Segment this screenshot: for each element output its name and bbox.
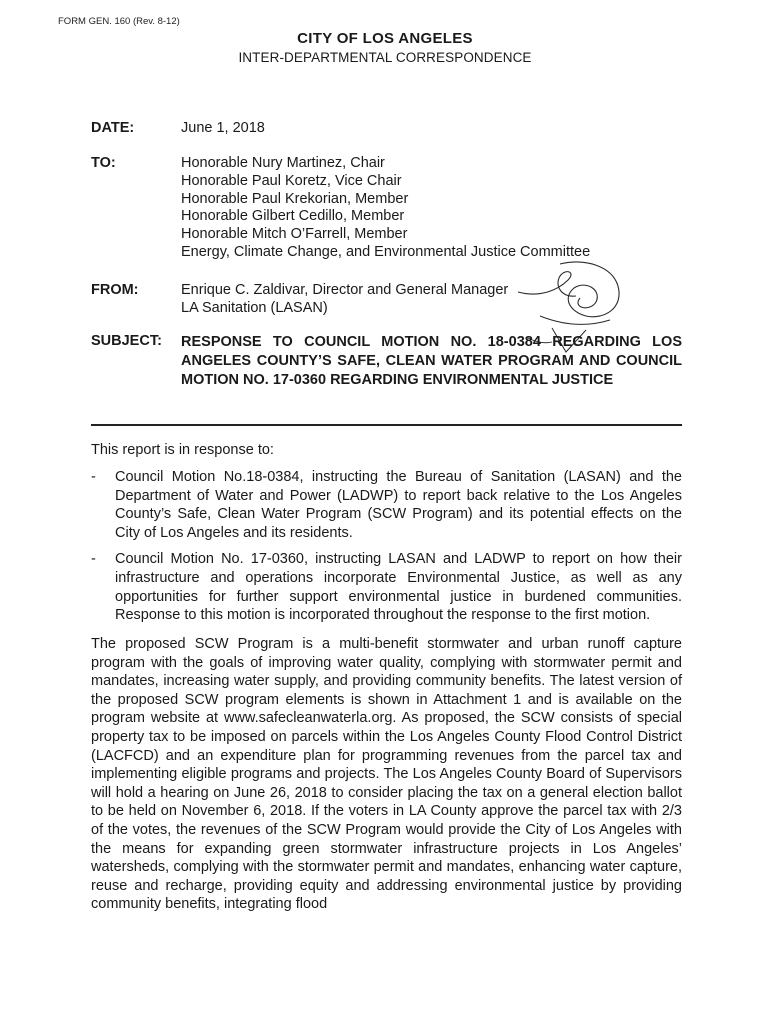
header-divider — [91, 424, 682, 426]
recipient-line: Honorable Nury Martinez, Chair — [181, 155, 385, 171]
motion-list — [91, 468, 682, 633]
to-recipients — [181, 155, 590, 262]
bullet-marker: - — [91, 469, 96, 485]
form-id: FORM GEN. 160 (Rev. 8-12) — [58, 16, 180, 27]
date-value: June 1, 2018 — [181, 120, 265, 136]
recipient-line: Honorable Paul Koretz, Vice Chair — [181, 172, 402, 189]
recipient-line: Honorable Paul Krekorian, Member — [181, 190, 409, 207]
recipient-line: Honorable Mitch O’Farrell, Member — [181, 226, 408, 243]
list-item-text: Council Motion No. 17-0360, instructing LASAN and LADWP to report on how their infrastructure and operations incorporate Environmental Justice, as well as any opportunities for further support environmental justice in burdened communities. Response to this motion is incorporated throughout the response to the first motion. — [115, 551, 682, 624]
letterhead-subtitle: INTER-DEPARTMENTAL CORRESPONDENCE — [238, 50, 532, 65]
intro-text: This report is in response to: — [91, 442, 274, 458]
to-label: TO: — [91, 155, 116, 171]
recipient-line: Energy, Climate Change, and Environmental Justice Committee — [181, 243, 591, 260]
list-item — [91, 550, 682, 624]
sender-line: LA Sanitation (LASAN) — [181, 299, 328, 316]
subject-text: RESPONSE TO COUNCIL MOTION NO. 18-0384 REGARDING LOS ANGELES COUNTY’S SAFE, CLEAN WATER PROGRAM AND COUNCIL MOTION NO. 17-0360 REGARDING ENVIRONMENTAL JUSTICE — [181, 334, 682, 388]
date-label: DATE: — [91, 120, 135, 136]
list-item-text: Council Motion No.18-0384, instructing the Bureau of Sanitation (LASAN) and the Department of Water and Power (LADWP) to report back relative to the Los Angeles County’s Safe, Clean Water Program (SCW Program) and its potential effects on the City of Los Angeles and its residents. — [115, 469, 682, 541]
bullet-marker: - — [91, 551, 96, 568]
from-sender — [181, 282, 508, 318]
sender-line: Enrique C. Zaldivar, Director and General Manager — [181, 282, 509, 298]
from-label: FROM: — [91, 282, 139, 298]
list-item — [91, 468, 682, 542]
subject-label: SUBJECT: — [91, 333, 162, 349]
recipient-line: Honorable Gilbert Cedillo, Member — [181, 208, 405, 225]
body-paragraph: The proposed SCW Program is a multi-benefit stormwater and urban runoff capture program with the goals of improving water quality, complying with stormwater permit and mandates, increasing water supply, and providing community benefits. The latest version of the proposed SCW program elements is shown in Attachment 1 and is available on the program website at www.safecleanwaterla.org. As proposed, the SCW consists of special property tax to be imposed on parcels within the Los Angeles County Flood Control District (LACFCD) and an expenditure plan for programming revenues from the parcel tax and implementing eligible programs and projects. The Los Angeles County Board of Supervisors will hold a hearing on June 26, 2018 to consider placing the tax on a general election ballot to be held on November 6, 2018. If the voters in LA County approve the parcel tax with 2/3 of the votes, the revenues of the SCW Program would provide the City of Los Angeles with the means for expanding green stormwater infrastructure projects in Los Angeles’ watersheds, complying with the stormwater permit and mandates, enhancing water capture, reuse and recharge, providing equity and addressing environmental justice by providing community benefits, integrating flood — [91, 636, 682, 913]
letterhead-title: CITY OF LOS ANGELES — [297, 30, 473, 47]
